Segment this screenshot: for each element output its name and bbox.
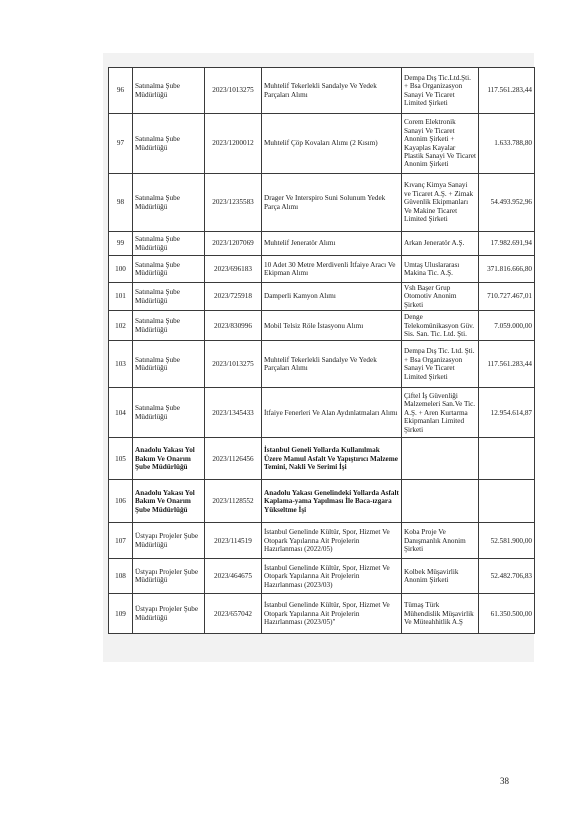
subject-cell: Mobil Telsiz Röle İstasyonu Alımı: [262, 311, 402, 341]
amount-cell: 371.816.666,80: [479, 256, 535, 283]
reference-cell: 2023/464675: [205, 559, 262, 594]
table-row: [109, 480, 535, 523]
unit-cell: Satınalma Şube Müdürlüğü: [133, 174, 205, 232]
row-number: 106: [109, 480, 133, 523]
row-number: 105: [109, 438, 133, 480]
subject-cell: 10 Adet 30 Metre Merdivenli İtfaiye Aracı Ve Ekipman Alımı: [262, 256, 402, 283]
reference-cell: 2023/114519: [205, 523, 262, 559]
firm-cell: Kolbek Müşavirlik Anonim Şirketi: [402, 559, 479, 594]
firm-cell: [402, 480, 479, 523]
subject-cell: Anadolu Yakası Genelindeki Yollarda Asfalt Kaplama-yama Yapılması İle Baca-ızgara Yükseltme İşi: [262, 480, 402, 523]
row-number: 101: [109, 283, 133, 311]
amount-cell: [479, 480, 535, 523]
reference-cell: 2023/1200012: [205, 114, 262, 174]
reference-cell: 2023/1013275: [205, 341, 262, 388]
subject-cell: İstanbul Genelinde Kültür, Spor, Hizmet Ve Otopark Yapılarına Ait Projelerin Hazırlanması (2023/05)": [262, 594, 402, 634]
subject-cell: Drager Ve Interspiro Suni Solunum Yedek Parça Alımı: [262, 174, 402, 232]
unit-cell: Satınalma Şube Müdürlüğü: [133, 114, 205, 174]
amount-cell: 12.954.614,87: [479, 388, 535, 438]
table-row: [109, 114, 535, 174]
firm-cell: [402, 438, 479, 480]
subject-cell: Muhtelif Tekerlekli Sandalye Ve Yedek Parçaları Alımı: [262, 341, 402, 388]
amount-cell: 17.982.691,94: [479, 232, 535, 256]
unit-cell: Satınalma Şube Müdürlüğü: [133, 311, 205, 341]
table-row: [109, 594, 535, 634]
unit-cell: Satınalma Şube Müdürlüğü: [133, 256, 205, 283]
reference-cell: 2023/696183: [205, 256, 262, 283]
firm-cell: Corem Elektronik Sanayi Ve Ticaret Anonim Şirketi + Kayaplas Kayalar Plastik Sanayi Ve Ticaret Anonim Şirketi: [402, 114, 479, 174]
unit-cell: Üstyapı Projeler Şube Müdürlüğü: [133, 594, 205, 634]
row-number: 98: [109, 174, 133, 232]
reference-cell: 2023/1128552: [205, 480, 262, 523]
reference-cell: 2023/1013275: [205, 68, 262, 114]
firm-cell: Umtaş Uluslararası Makina Tic. A.Ş.: [402, 256, 479, 283]
table-row: [109, 311, 535, 341]
table-row: [109, 341, 535, 388]
reference-cell: 2023/1345433: [205, 388, 262, 438]
reference-cell: 2023/1235583: [205, 174, 262, 232]
firm-cell: Dempa Dış Tic.Ltd.Şti. + Bsa Organizasyon Sanayi Ve Ticaret Limited Şirketi: [402, 68, 479, 114]
amount-cell: 7.059.000,00: [479, 311, 535, 341]
row-number: 99: [109, 232, 133, 256]
row-number: 103: [109, 341, 133, 388]
table-row: [109, 256, 535, 283]
row-number: 97: [109, 114, 133, 174]
page-number: 38: [500, 776, 509, 786]
unit-cell: Anadolu Yakası Yol Bakım Ve Onarım Şube Müdürlüğü: [133, 480, 205, 523]
subject-cell: Damperli Kamyon Alımı: [262, 283, 402, 311]
amount-cell: 52.581.900,00: [479, 523, 535, 559]
table-row: [109, 232, 535, 256]
firm-cell: Dempa Dış Tic. Ltd. Şti. + Bsa Organizasyon Sanayi Ve Ticaret Limited Şirketi: [402, 341, 479, 388]
firm-cell: Kıvanç Kimya Sanayi ve Ticaret A.Ş. + Zimak Güvenlik Ekipmanları Ve Makine Ticaret Limited Şirketi: [402, 174, 479, 232]
amount-cell: 54.493.952,96: [479, 174, 535, 232]
subject-cell: İtfaiye Fenerleri Ve Alan Aydınlatmaları Alımı: [262, 388, 402, 438]
amount-cell: 61.350.500,00: [479, 594, 535, 634]
row-number: 102: [109, 311, 133, 341]
unit-cell: Satınalma Şube Müdürlüğü: [133, 232, 205, 256]
firm-cell: Arkan Jeneratör A.Ş.: [402, 232, 479, 256]
firm-cell: Çiftel İş Güvenliği Malzemeleri San.Ve Tic. A.Ş. + Aren Kurtarma Ekipmanları Limited Şirketi: [402, 388, 479, 438]
firm-cell: Tümaş Türk Mühendislik Müşavirlik Ve Müteahhitlik A.Ş: [402, 594, 479, 634]
subject-cell: İstanbul Genelinde Kültür, Spor, Hizmet Ve Otopark Yapılarına Ait Projelerin Hazırlanması (2023/03): [262, 559, 402, 594]
row-number: 100: [109, 256, 133, 283]
unit-cell: Satınalma Şube Müdürlüğü: [133, 283, 205, 311]
table-row: [109, 438, 535, 480]
table-row: [109, 388, 535, 438]
reference-cell: 2023/1207069: [205, 232, 262, 256]
amount-cell: 1.633.788,80: [479, 114, 535, 174]
row-number: 107: [109, 523, 133, 559]
unit-cell: Satınalma Şube Müdürlüğü: [133, 68, 205, 114]
amount-cell: 710.727.467,01: [479, 283, 535, 311]
unit-cell: Üstyapı Projeler Şube Müdürlüğü: [133, 559, 205, 594]
table-row: [109, 523, 535, 559]
reference-cell: 2023/1126456: [205, 438, 262, 480]
firm-cell: Denge Telekomünikasyon Güv. Sis. San. Tic. Ltd. Şti.: [402, 311, 479, 341]
table-row: [109, 174, 535, 232]
firm-cell: Vsh Başer Grup Otomotiv Anonim Şirketi: [402, 283, 479, 311]
table-row: [109, 559, 535, 594]
subject-cell: İstanbul Geneli Yollarda Kullanılmak Üzere Mamul Asfalt Ve Yapıştırıcı Malzeme Temini, Nakli Ve Serimi İşi: [262, 438, 402, 480]
reference-cell: 2023/830996: [205, 311, 262, 341]
reference-cell: 2023/725918: [205, 283, 262, 311]
unit-cell: Satınalma Şube Müdürlüğü: [133, 388, 205, 438]
row-number: 96: [109, 68, 133, 114]
reference-cell: 2023/657042: [205, 594, 262, 634]
subject-cell: İstanbul Genelinde Kültür, Spor, Hizmet Ve Otopark Yapılarına Ait Projelerin Hazırlanması (2022/05): [262, 523, 402, 559]
tender-table: [108, 67, 535, 634]
subject-cell: Muhtelif Tekerlekli Sandalye Ve Yedek Parçaları Alımı: [262, 68, 402, 114]
row-number: 109: [109, 594, 133, 634]
unit-cell: Satınalma Şube Müdürlüğü: [133, 341, 205, 388]
amount-cell: 117.561.283,44: [479, 341, 535, 388]
unit-cell: Üstyapı Projeler Şube Müdürlüğü: [133, 523, 205, 559]
unit-cell: Anadolu Yakası Yol Bakım Ve Onarım Şube Müdürlüğü: [133, 438, 205, 480]
subject-cell: Muhtelif Çöp Kovaları Alımı (2 Kısım): [262, 114, 402, 174]
subject-cell: Muhtelif Jeneratör Alımı: [262, 232, 402, 256]
row-number: 104: [109, 388, 133, 438]
amount-cell: 52.482.706,83: [479, 559, 535, 594]
row-number: 108: [109, 559, 133, 594]
amount-cell: 117.561.283,44: [479, 68, 535, 114]
table-row: [109, 283, 535, 311]
table-row: [109, 68, 535, 114]
amount-cell: [479, 438, 535, 480]
firm-cell: Koba Proje Ve Danışmanlık Anonim Şirketi: [402, 523, 479, 559]
